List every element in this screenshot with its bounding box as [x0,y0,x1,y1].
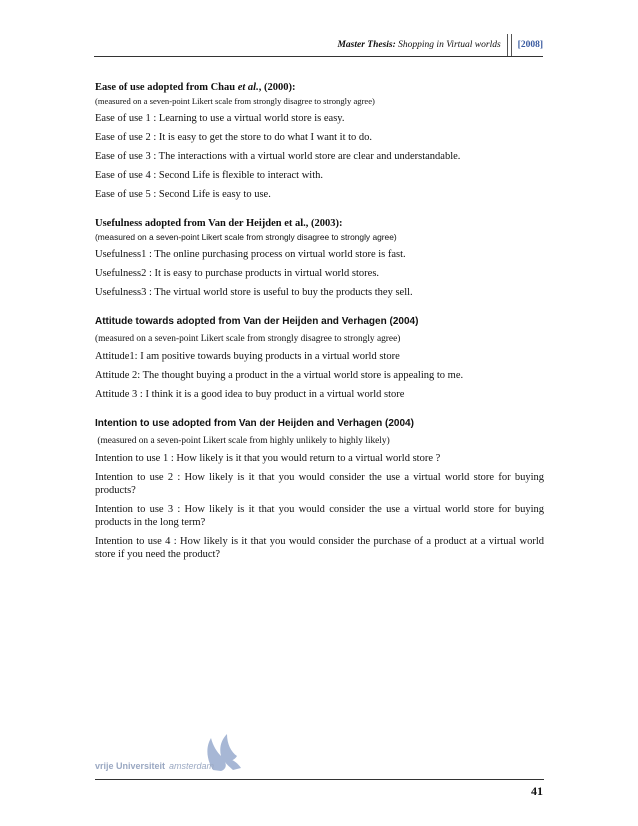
section-usefulness [95,217,544,299]
list-item: Attitude 3 : I think it is a good idea to buy product in a virtual world store [95,389,405,400]
list-item: Intention to use 3 : How likely is it that you would consider the use a virtual world store for buying products in the long term? [95,504,544,528]
header-rule [94,56,543,57]
list-item: Intention to use 4 : How likely is it that you would consider the purchase of a product at a virtual world store if you need the product? [95,536,544,560]
section-note: (measured on a seven-point Likert scale from strongly disagree to strongly agree) [95,96,375,106]
list-item: Usefulness1 : The online purchasing process on virtual world store is fast. [95,249,406,260]
footer-rule [95,779,544,780]
list-item: Ease of use 5 : Second Life is easy to use. [95,189,271,200]
list-item: Ease of use 2 : It is easy to get the store to do what I want it to do. [95,132,373,143]
section-title: Attitude towards adopted from Van der Heijden and Verhagen (2004) [95,316,419,327]
list-item: Ease of use 1 : Learning to use a virtual world store is easy. [95,113,345,124]
section-title-italic: et al. [237,82,259,93]
list-item: Ease of use 4 : Second Life is flexible to interact with. [95,170,324,181]
section-intention [95,417,544,561]
section-attitude [95,315,544,401]
list-item: Attitude 2: The thought buying a product in the a virtual world store is appealing to me. [95,370,464,381]
university-city: amsterdam [169,761,215,771]
section-note: (measured on a seven-point Likert scale from strongly disagree to strongly agree) [95,334,401,344]
header-title-rest: Shopping in Virtual worlds [398,40,501,50]
list-item: Usefulness3 : The virtual world store is useful to buy the products they sell. [95,287,413,298]
list-item: Usefulness2 : It is easy to purchase products in virtual world stores. [95,268,380,279]
page-header [337,34,543,56]
university-label: vrije Universiteit [95,761,166,771]
section-title: Usefulness adopted from Van der Heijden et al., (2003): [95,218,343,229]
header-year: [2008] [517,40,543,50]
university-name [95,761,214,771]
section-note: (measured on a seven-point Likert scale from strongly disagree to strongly agree) [95,232,397,242]
list-item: Attitude1: I am positive towards buying products in a virtual world store [95,351,400,362]
page-content [95,81,544,577]
list-item: Intention to use 2 : How likely is it that you would consider the use a virtual world store for buying products? [95,472,544,496]
header-title [337,34,506,56]
section-title-part: Ease of use adopted from Chau [95,82,238,93]
list-item: Intention to use 1 : How likely is it that you would return to a virtual world store ? [95,453,441,464]
list-item: Ease of use 3 : The interactions with a virtual world store are clear and understandable. [95,151,461,162]
section-title [95,81,544,95]
section-ease-of-use [95,81,544,201]
page-number: 41 [531,784,543,798]
section-title-part: , (2000): [258,82,296,93]
section-note: (measured on a seven-point Likert scale from highly unlikely to highly likely) [95,436,390,446]
section-title: Intention to use adopted from Van der Heijden and Verhagen (2004) [95,418,414,429]
header-title-bold: Master Thesis: [337,40,396,50]
